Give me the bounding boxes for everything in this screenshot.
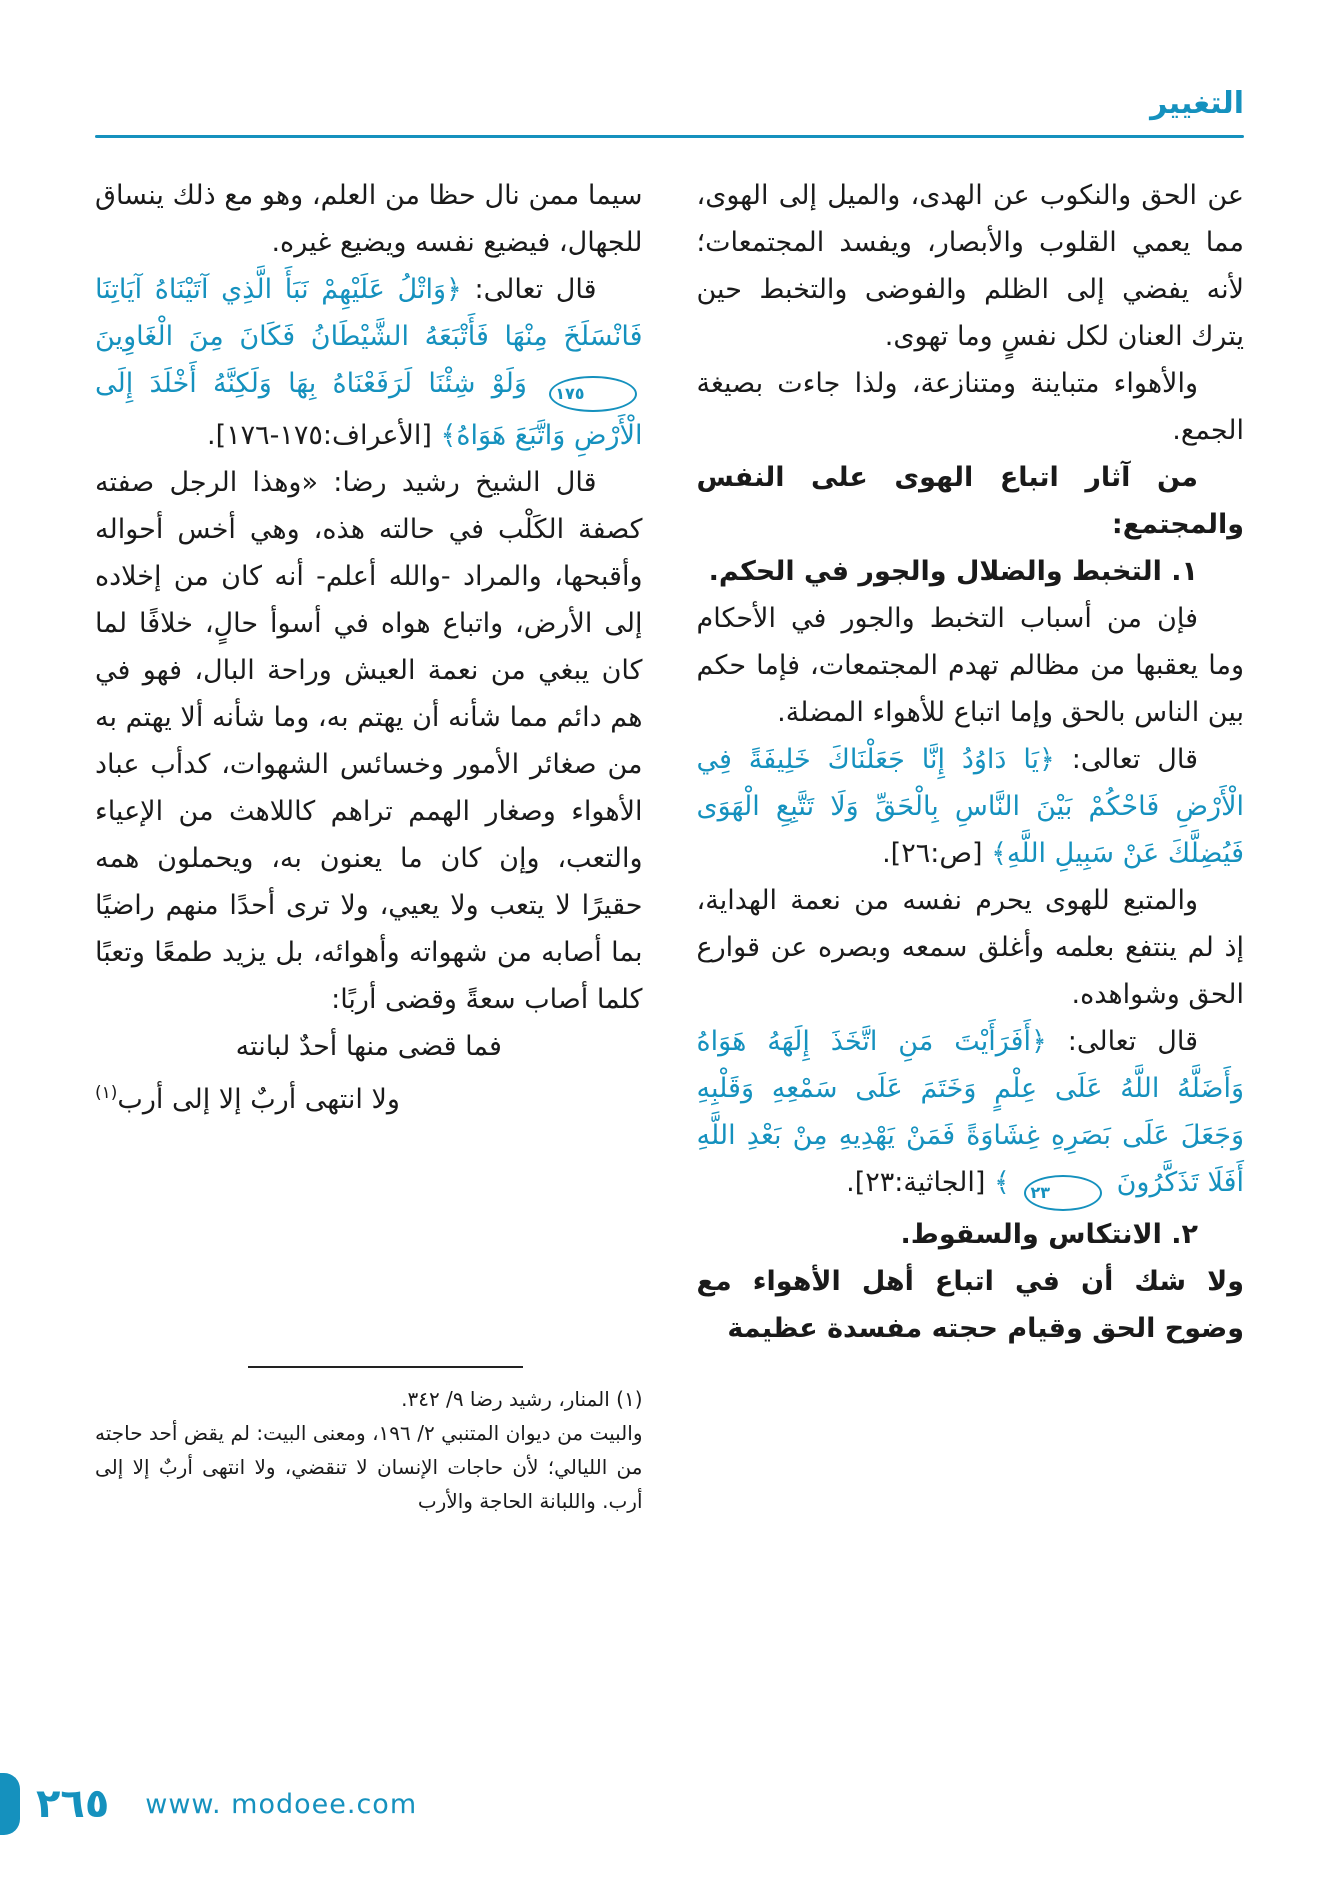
poetry-text: ولا انتهى أربٌ إلا إلى أرب xyxy=(117,1084,400,1115)
footnote-entry: (١) المنار، رشيد رضا ٩/ ٣٤٢. xyxy=(401,1387,643,1411)
speech-intro: قال تعالى: xyxy=(461,274,597,305)
quran-paragraph xyxy=(95,266,643,459)
verse-reference: [الجاثية:٢٣]. xyxy=(846,1167,986,1198)
paragraph: ولا شك أن في اتباع أهل الأهواء مع وضوح الحق وقيام حجته مفسدة عظيمة xyxy=(696,1266,1244,1344)
numbered-heading: ١. التخبط والضلال والجور في الحكم. xyxy=(708,556,1198,587)
quran-paragraph xyxy=(697,736,1245,877)
paragraph: فإن من أسباب التخبط والجور في الأحكام وما يعقبها من مظالم تهدم المجتمعات، فإما حكم بين الناس بالحق وإما اتباع للأهواء المضلة. xyxy=(696,603,1244,728)
website-url: www. modoee.com xyxy=(145,1788,418,1820)
verse-reference: [الأعراف:١٧٥-١٧٦]. xyxy=(206,420,432,451)
speech-intro: قال تعالى: xyxy=(1046,1026,1198,1057)
paragraph: قال الشيخ رشيد رضا: «وهذا الرجل صفته كصفة الكَلْب في حالته هذه، وهي أخس أحواله وأقبحها، والمراد -والله أعلم- أنه كان من إخلاده إلى الأرض، واتباع هواه في أسوأ حالٍ، خلافًا لما كان يبغي من نعمة العيش وراحة البال، فهو في هم دائم مما شأنه أن يهتم به، وما شأنه ألا يهتم به من صغائر الأمور وخسائس الشهوات، كدأب عباد الأهواء وصغار الهمم تراهم كاللاهث من الإعياء والتعب، وإن كان ما يعنون به، ويحملون همه حقيرًا لا يتعب ولا يعيي، ولا ترى أحدًا منهم راضيًا بما أصابه من شهواته وأهوائه، بل يزيد طمعًا وتعبًا كلما أصاب سعةً وقضى أربًا: xyxy=(95,467,643,1015)
paragraph: والأهواء متباينة ومتنازعة، ولذا جاءت بصيغة الجمع. xyxy=(696,368,1244,446)
verse-reference: [ص:٢٦]. xyxy=(882,838,983,869)
paragraph: والمتبع للهوى يحرم نفسه من نعمة الهداية، إذ لم ينتفع بعلمه وأغلق سمعه وبصره عن قوارع الحق وشواهده. xyxy=(696,885,1244,1010)
page-header xyxy=(0,0,1339,138)
quran-verse: ﴿يَا دَاوُدُ إِنَّا جَعَلْنَاكَ خَلِيفَةً فِي الْأَرْضِ فَاحْكُمْ بَيْنَ النَّاسِ بِالْحَقِّ وَلَا تَتَّبِعِ الْهَوَى فَيُضِلَّكَ عَنْ سَبِيلِ اللَّهِ﴾ xyxy=(696,744,1244,869)
footnote-entry: والبيت من ديوان المتنبي ٢/ ١٩٦، ومعنى البيت: لم يقض أحد حاجته من الليالي؛ لأن حاجات الإنسان لا تنقضي، ولا انتهى أربٌ إلا إلى أرب. واللبانة الحاجة والأرب xyxy=(95,1421,643,1513)
footnote-marker: (١) xyxy=(95,1083,118,1103)
quran-verse: وَلَوْ شِئْنَا لَرَفَعْنَاهُ بِهَا وَلَكِنَّهُ أَخْلَدَ إِلَى الْأَرْضِ وَاتَّبَعَ هَوَاهُ﴾ xyxy=(95,368,643,451)
paragraph: عن الحق والنكوب عن الهدى، والميل إلى الهوى، مما يعمي القلوب والأبصار، ويفسد المجتمعات؛ لأنه يفضي إلى الظلم والفوضى والتخبط حين يترك العنان لكل نفسٍ وما تهوى. xyxy=(696,180,1244,352)
section-heading: من آثار اتباع الهوى على النفس والمجتمع: xyxy=(696,462,1244,540)
poetry-line xyxy=(95,1070,643,1123)
paragraph: سيما ممن نال حظا من العلم، وهو مع ذلك ينساق للجهال، فيضيع نفسه ويضيع غيره. xyxy=(95,180,643,258)
quran-verse: ﴿وَاتْلُ عَلَيْهِمْ نَبَأَ الَّذِي آتَيْنَاهُ آيَاتِنَا فَانْسَلَخَ مِنْهَا فَأَتْبَعَهُ الشَّيْطَانُ فَكَانَ مِنَ الْغَاوِينَ xyxy=(95,274,643,352)
left-column xyxy=(95,172,643,1518)
quran-paragraph xyxy=(697,1018,1245,1211)
ayah-number-marker: ١٧٥ xyxy=(549,376,636,412)
ayah-number-marker: ٢٣ xyxy=(1024,1175,1102,1211)
page-edge-tab xyxy=(0,1773,20,1835)
footnote-separator xyxy=(248,1366,523,1368)
numbered-heading: ٢. الانتكاس والسقوط. xyxy=(900,1219,1198,1250)
page-title: التغيير xyxy=(1150,86,1244,121)
page-number: ٢٦٥ xyxy=(36,1781,110,1827)
quran-verse: ﴿أَفَرَأَيْتَ مَنِ اتَّخَذَ إِلَهَهُ هَوَاهُ وَأَضَلَّهُ اللَّهُ عَلَى عِلْمٍ وَخَتَمَ عَلَى سَمْعِهِ وَقَلْبِهِ وَجَعَلَ عَلَى بَصَرِهِ غِشَاوَةً فَمَنْ يَهْدِيهِ مِنْ بَعْدِ اللَّهِ أَفَلَا تَذَكَّرُونَ xyxy=(696,1026,1244,1198)
quran-verse-close-bracket: ﴾ xyxy=(994,1167,1010,1198)
speech-intro: قال تعالى: xyxy=(1054,744,1198,775)
footnote-block xyxy=(95,1366,643,1518)
content-columns xyxy=(0,138,1339,1518)
right-column xyxy=(697,172,1245,1518)
poetry-line: فما قضى منها أحدٌ لبانته xyxy=(235,1031,502,1062)
page-footer xyxy=(0,1773,417,1835)
